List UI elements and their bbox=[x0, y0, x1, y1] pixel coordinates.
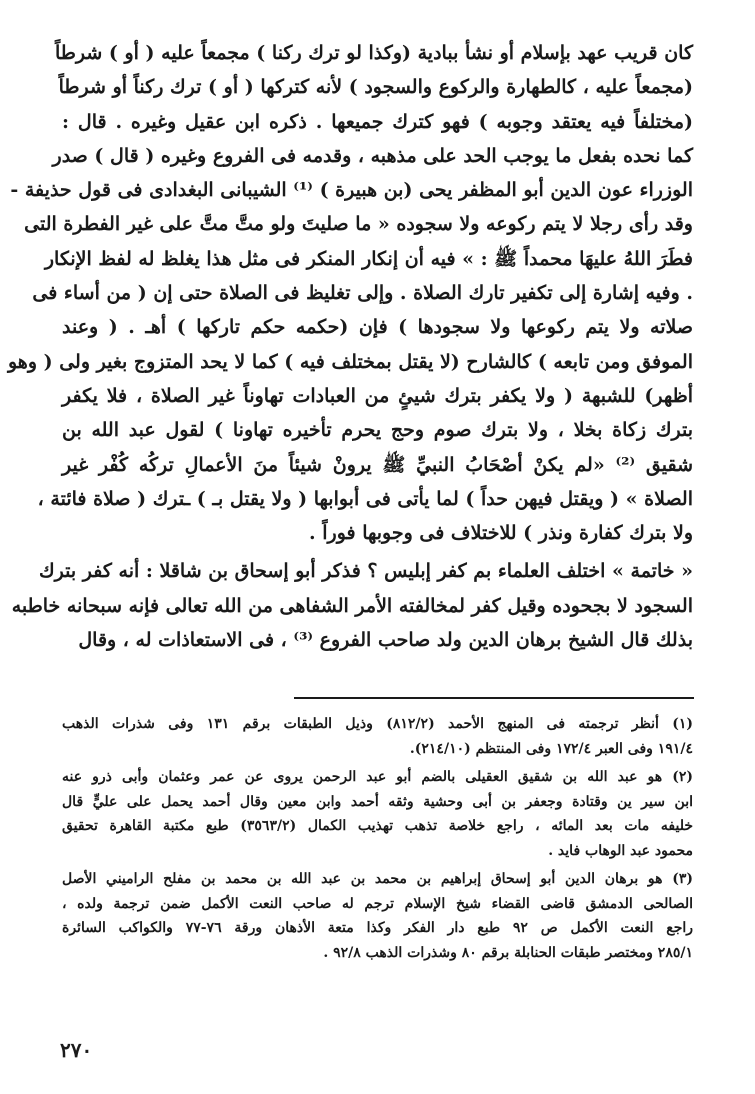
text-line: الوزراء عون الدين أبو المظفر يحى (بن هبيرة ) ⁽¹⁾ الشيبانى البغدادى فى قول حذيفة - bbox=[10, 179, 693, 202]
text-line: السجود لا بجحوده وقيل كفر لمخالفته الأمر الشفاهى من الله تعالى فإنه سبحانه خاطبه bbox=[11, 594, 693, 617]
text-line: كان قريب عهد بإسلام أو نشأ ببادية (وكذا لو ترك ركنا ) مجمعاً عليه ( أو ) شرطاً bbox=[54, 42, 693, 64]
text-line: (مختلفاً فيه يعتقد وجوبه ) فهو كترك جميعها . ذكره ابن عقيل وغيره . قال : bbox=[62, 110, 693, 133]
footnote-line: ابن سير ين وقتادة وجعفر بن أبى وحشية وثقه أحمد وابن معين وقال أحمد يحمل على عليٍّ قال bbox=[62, 793, 693, 810]
text-line: « خاتمة » اختلف العلماء بم كفر إبليس ؟ فذكر أبو إسحاق بن شاقلا : أنه كفر بترك bbox=[38, 560, 693, 583]
text-line: شقيق ⁽²⁾ «لم يكنْ أصْحَابُ النبيِّ ﷺ يرونْ شيئاً منَ الأعمالِ تركُه كُفْر غير bbox=[62, 453, 693, 476]
text-line: بذلك قال الشيخ برهان الدين ولد صاحب الفروع ⁽³⁾ ، فى الاستعاذات له ، وقال bbox=[78, 629, 693, 652]
text-line: كما نحده بفعل ما يوجب الحد على مذهبه ، وقدمه فى الفروع وغيره ( قال ) صدر bbox=[52, 144, 693, 167]
text-line: أظهر) للشبهة ( ولا يكفر بترك شيئٍ من العبادات تهاوناً غير الصلاة ، فلا يكفر bbox=[62, 384, 693, 407]
footnote bbox=[62, 712, 693, 761]
footnote bbox=[62, 867, 693, 965]
main-text bbox=[7, 36, 693, 657]
footnote-line: خليفه مات بعد المائه ، راجع خلاصة تذهب تهذيب الكمال (٣٥٦٣/٢) طبع مكتبة القاهرة تحقيق bbox=[62, 818, 693, 834]
footnote-line: (١) أنظر ترجمته فى المنهج الأحمد (٨١٢/٢) وذيل الطبقات برقم ١٣١ وفى شذرات الذهب bbox=[62, 716, 693, 732]
page-number: ٢٧٠ bbox=[60, 1038, 93, 1062]
paragraph bbox=[7, 36, 693, 550]
text-line: بترك زكاة بخلا ، ولا بترك صوم وحج يحرم تأخيره تهاونا ) لقول عبد الله بن bbox=[62, 419, 693, 442]
footnote-line: ١٩١/٤ وفى العبر ١٧٢/٤ وفى المنتظم (٢١٤/١٠). bbox=[409, 740, 693, 757]
text-line: فطَرَ اللهُ عليهَا محمداً ﷺ : » فيه أن إنكار المنكر فى مثل هذا يغلظ له لفظ الإنكار bbox=[44, 247, 693, 270]
paragraph bbox=[11, 554, 693, 657]
footnote-line: (٣) هو برهان الدين أبو إسحاق إبراهيم بن محمد بن عبد الله بن محمد بن مفلح الراميني الأصل bbox=[62, 871, 693, 887]
footnote-line: ٢٨٥/١ ومختصر طبقات الحنابلة برقم ٨٠ وشذرات الذهب ٩٢/٨ . bbox=[323, 944, 693, 961]
text-line: الموفق ومن تابعه ) كالشارح (لا يقتل بمختلف فيه ) كما لا يحد المتزوج بغير ولى ( وهو bbox=[7, 350, 693, 373]
footnote-line: (٢) هو عبد الله بن شقيق العقيلى بالضم أبو عبد الرحمن يروى عن عمر وعثمان وأبى ذرو عنه bbox=[62, 769, 693, 785]
text-line: ولا بترك كفارة ونذر ) للاختلاف فى وجوبها فوراً . bbox=[309, 522, 693, 545]
text-line: صلاته ولا يتم ركوعها ولا سجودها ) فإن (حكمه حكم تاركها ) أهـ . ( وعند bbox=[62, 316, 693, 339]
footnote-separator bbox=[294, 697, 694, 699]
footnote-line: راجع النعت الأكمل ص ٩٢ طبع دار الفكر وكذا متعة الأذهان ورقة ٧٦-٧٧ والكواكب السائرة bbox=[62, 920, 694, 936]
footnote-line: محمود عبد الوهاب فايد . bbox=[548, 842, 693, 859]
footnote-line: الصالحى الدمشق قاضى القضاء شيخ الإسلام ترجم له صاحب النعت الأكمل ضمن ترجمة ولده ، bbox=[62, 895, 693, 912]
footnote bbox=[62, 765, 693, 863]
text-line: . وفيه إشارة إلى تكفير تارك الصلاة . وإلى تغليظ فى الصلاة حتى إن ( من أساء فى bbox=[32, 282, 693, 305]
text-line: (مجمعاً عليه ، كالطهارة والركوع والسجود ) لأنه كتركها ( أو ) ترك ركناً أو شرطاً bbox=[58, 76, 693, 99]
footnotes bbox=[62, 712, 693, 969]
text-line: وقد رأى رجلا لا يتم ركوعه ولا سجوده « ما صليتَ ولو متَّ متَّ على غير الفطرة التى bbox=[24, 213, 693, 236]
text-line: الصلاة » ( ويقتل فيهن حداً ) لما يأتى فى أبوابها ( ولا يقتل بـ ) ـترك ( صلاة فائتة ، bbox=[37, 487, 693, 510]
